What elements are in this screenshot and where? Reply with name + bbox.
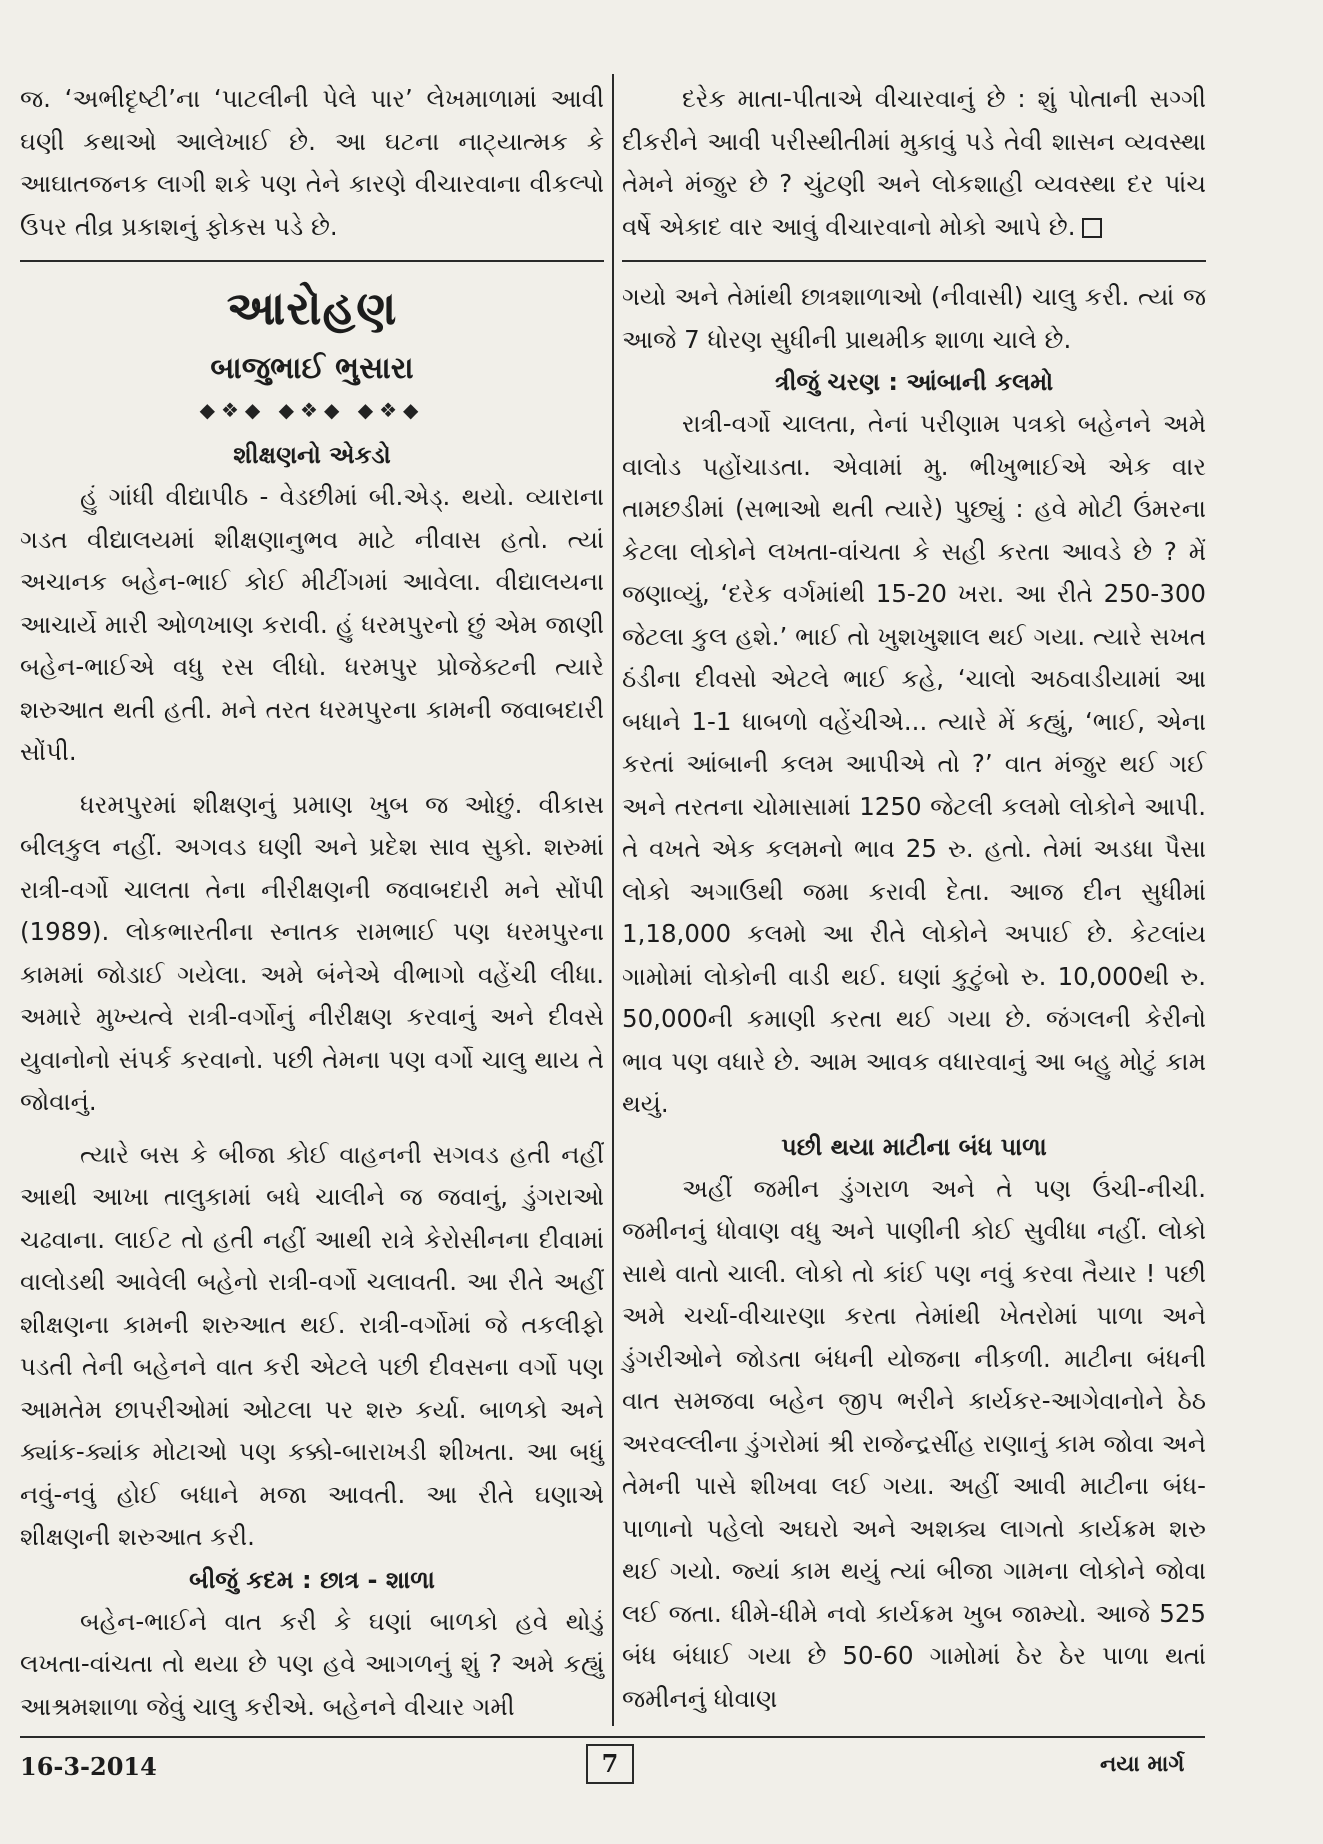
- issue-date: 16-3-2014: [20, 1752, 157, 1781]
- page-number: 7: [586, 1744, 634, 1784]
- body-paragraph: અહીં જમીન ડુંગરાળ અને તે પણ ઉંચી-નીચી. જમીનનું ધોવાણ વધુ અને પાણીની કોઈ સુવીધા નહીં. લોકો સાથે વાતો ચાલી. લોકો તો કાંઈ પણ નવું કરવા તૈયાર ! પછી અમે ચર્ચા-વીચારણા કરતા તેમાંથી ખેતરોમાં પાળા અને ડુંગરીઓને જોડતા બંધની યોજના નીકળી. માટીના બંધની વાત સમજવા બહેન જીપ ભરીને કાર્યકર-આગેવાનોને ઠેઠ અરવલ્લીના ડુંગરોમાં શ્રી રાજેન્દ્રસીંહ રાણાનું કામ જોવા અને તેમની પાસે શીખવા લઈ ગયા. અહીં આવી માટીના બંધ-પાળાનો પહેલો અઘરો અને અશક્ય લાગતો કાર્યક્રમ શરુ થઈ ગયો. જ્યાં કામ થયું ત્યાં બીજા ગામના લોકોને જોવા લઈ જતા. ધીમે-ધીમે નવો કાર્યક્રમ ખુબ જામ્યો. આજે 525 બંધ બંધાઈ ગયા છે 50-60 ગામોમાં ઠેર ઠેર પાળા થતાં જમીનનું ધોવાણ: [622, 1173, 1206, 1713]
- section-heading: શીક્ષણનો એકડો: [233, 441, 391, 469]
- section-heading: ત્રીજું ચરણ : આંબાની કલમો: [774, 368, 1054, 396]
- author-name: બાજુભાઈ ભુસારા: [210, 351, 414, 386]
- divider: [20, 260, 604, 262]
- divider: [622, 260, 1206, 262]
- body-paragraph: ધરમપુરમાં શીક્ષણનું પ્રમાણ ખુબ જ ઓછું. વીકાસ બીલકુલ નહીં. અગવડ ઘણી અને પ્રદેશ સાવ સુકો. શરુમાં રાત્રી-વર્ગો ચાલતા તેના નીરીક્ષણની જવાબદારી મને સોંપી (1989). લોકભારતીના સ્નાતક રામભાઈ પણ ધરમપુરના કામમાં જોડાઈ ગયેલા. અમે બંનેએ વીભાગો વહેંચી લીધા. અમારે મુખ્યત્વે રાત્રી-વર્ગોનું નીરીક્ષણ કરવાનું અને દીવસે યુવાનોનો સંપર્ક કરવાનો. પછી તેમના પણ વર્ગો ચાલુ થાય તે જોવાનું.: [20, 789, 604, 1116]
- end-mark-icon: [1082, 218, 1102, 238]
- body-paragraph: રાત્રી-વર્ગો ચાલતા, તેનાં પરીણામ પત્રકો બહેનને અમે વાલોડ પહોંચાડતા. એવામાં મુ. ભીખુભાઈએ એક વાર તામછડીમાં (સભાઓ થતી ત્યારે) પુછ્યું : હવે મોટી ઉંમરના કેટલા લોકોને લખતા-વાંચતા કે સહી કરતા આવડે છે ? મેં જણાવ્યું, ‘દરેક વર્ગમાંથી 15-20 ખરા. આ રીતે 250-300 જેટલા કુલ હશે.’ ભાઈ તો ખુશખુશાલ થઈ ગયા. ત્યારે સખત ઠંડીના દીવસો એટલે ભાઈ કહે, ‘ચાલો અઠવાડીયામાં આ બધાને 1-1 ધાબળો વહેંચીએ... ત્યારે મેં કહ્યું, ‘ભાઈ, એના કરતાં આંબાની કલમ આપીએ તો ?’ વાત મંજુર થઈ ગઈ અને તરતના ચોમાસામાં 1250 જેટલી કલમો લોકોને આપી. તે વખતે એક કલમનો ભાવ 25 રુ. હતો. તેમાં અડધા પૈસા લોકો અગાઉથી જમા કરાવી દેતા. આજ દીન સુધીમાં 1,18,000 કલમો આ રીતે લોકોને અપાઈ છે. કેટલાંય ગામોમાં લોકોની વાડી થઈ. ઘણાં કુટુંબો રુ. 10,000થી રુ. 50,000ની કમાણી કરતા થઈ ગયા છે. જંગલની કેરીનો ભાવ પણ વધારે છે. આમ આવક વધારવાનું આ બહુ મોટું કામ થયું.: [622, 409, 1206, 1118]
- intro-paragraph-left: જ. ‘અભીદૃષ્ટી’ના ‘પાટલીની પેલે પાર’ લેખમાળામાં આવી ઘણી કથાઓ આલેખાઈ છે. આ ઘટના નાટ્યાત્મક કે આઘાતજનક લાગી શકે પણ તેને કારણે વીચારવાના વીકલ્પો ઉપર તીવ્ર પ્રકાશનું ફોકસ પડે છે.: [20, 84, 604, 241]
- body-paragraph: ગયો અને તેમાંથી છાત્રશાળાઓ (નીવાસી) ચાલુ કરી. ત્યાં જ આજે 7 ધોરણ સુધીની પ્રાથમીક શાળા ચાલે છે.: [622, 282, 1206, 354]
- body-paragraph: બહેન-ભાઈને વાત કરી કે ઘણાં બાળકો હવે થોડું લખતા-વાંચતા તો થયા છે પણ હવે આગળનું શું ? અમે કહ્યું આશ્રમશાળા જેવું ચાલુ કરીએ. બહેનને વીચાર ગમી: [20, 1606, 604, 1721]
- section-heading: બીજું કદમ : છાત્ર - શાળા: [189, 1565, 435, 1594]
- left-column: [20, 78, 604, 1728]
- column-divider: [612, 74, 614, 1726]
- ornament-divider: ◆❖◆ ◆❖◆ ◆❖◆: [199, 398, 425, 422]
- intro-paragraph-right: દરેક માતા-પીતાએ વીચારવાનું છે : શું પોતાની સગ્ગી દીકરીને આવી પરીસ્થીતીમાં મુકાવું પડે તેવી શાસન વ્યવસ્થા તેમને મંજુર છે ? ચુંટણી અને લોકશાહી વ્યવસ્થા દર પાંચ વર્ષે એકાદ વાર આવું વીચારવાનો મોકો આપે છે.: [622, 84, 1206, 241]
- article-title: આરોહણ: [226, 281, 398, 335]
- right-column: [622, 78, 1206, 1720]
- section-heading: પછી થયા માટીના બંધ પાળા: [781, 1132, 1047, 1161]
- footer-rule: [20, 1736, 1205, 1738]
- body-paragraph: હું ગાંધી વીદ્યાપીઠ - વેડછીમાં બી.એડ્. થયો. વ્યારાના ગડત વીદ્યાલયમાં શીક્ષણાનુભવ માટે નીવાસ હતો. ત્યાં અચાનક બહેન-ભાઈ કોઈ મીટીંગમાં આવેલા. વીદ્યાલયના આચાર્યે મારી ઓળખાણ કરાવી. હું ધરમપુરનો છું એમ જાણી બહેન-ભાઈએ વધુ રસ લીધો. ધરમપુર પ્રોજેક્ટની ત્યારે શરુઆત થતી હતી. મને તરત ધરમપુરના કામની જવાબદારી સોંપી.: [20, 482, 604, 766]
- body-paragraph: ત્યારે બસ કે બીજા કોઈ વાહનની સગવડ હતી નહીં આથી આખા તાલુકામાં બધે ચાલીને જ જવાનું, ડુંગરાઓ ચઢવાના. લાઈટ તો હતી નહીં આથી રાત્રે કેરોસીનના દીવામાં વાલોડથી આવેલી બહેનો રાત્રી-વર્ગો ચલાવતી. આ રીતે અહીં શીક્ષણના કામની શરુઆત થઈ. રાત્રી-વર્ગોમાં જે તકલીફો પડતી તેની બહેનને વાત કરી એટલે પછી દીવસના વર્ગો પણ આમતેમ છાપરીઓમાં ઓટલા પર શરુ કર્યા. બાળકો અને ક્યાંક-ક્યાંક મોટાઓ પણ કક્કો-બારાખડી શીખતા. આ બધું નવું-નવું હોઈ બધાને મજા આવતી. આ રીતે ઘણાએ શીક્ષણની શરુઆત કરી.: [20, 1139, 604, 1551]
- magazine-name: નયા માર્ગ: [1100, 1752, 1185, 1777]
